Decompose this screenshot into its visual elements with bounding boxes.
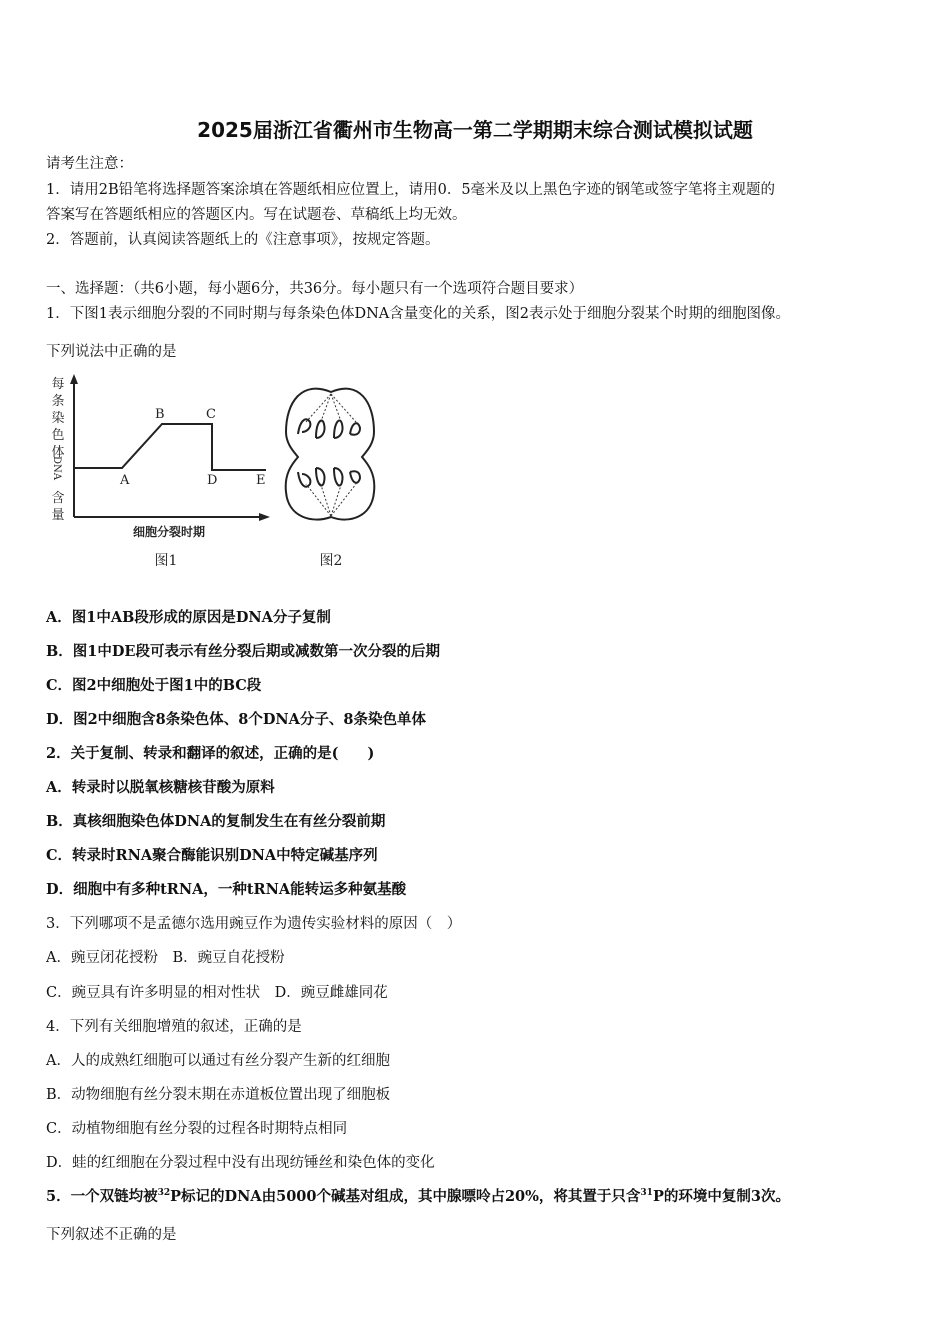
q4-option-b: B．动物细胞有丝分裂末期在赤道板位置出现了细胞板 [46, 1087, 391, 1103]
fig1-ylabel-char: 体 [51, 445, 65, 460]
fig2-spindle [306, 394, 356, 516]
q4-option-c: C．动植物细胞有丝分裂的过程各时期特点相同 [46, 1121, 348, 1137]
q4-option-d: D．蛙的红细胞在分裂过程中没有出现纺锤丝和染色体的变化 [46, 1155, 435, 1171]
q3-stem: 3．下列哪项不是孟德尔选用豌豆作为遗传实验材料的原因（ ） [46, 916, 462, 932]
notice-item-2: 2．答题前，认真阅读答题纸上的《注意事项》，按规定答题。 [46, 232, 440, 248]
q5-stem-line-2: 下列叙述不正确的是 [46, 1227, 177, 1243]
q2-option-d: D．细胞中有多种tRNA，一种tRNA能转运多种氨基酸 [46, 881, 407, 898]
q2-option-c: C．转录时RNA聚合酶能识别DNA中特定碱基序列 [46, 847, 378, 864]
fig1-dna-curve [74, 424, 266, 470]
q5-stem-part-b: P标记的DNA由5000个碱基对组成，其中腺嘌呤占20%，将其置于只含 [170, 1188, 641, 1205]
fig1-ylabel-char: 染 [51, 411, 65, 426]
fig1-ylabel-char: 含 [51, 491, 65, 506]
q5-isotope-31: 31 [640, 1188, 653, 1199]
fig1-ylabel-char: DNA [51, 456, 62, 480]
q1-figure [44, 372, 384, 577]
q1-stem-line-1: 1．下图1表示细胞分裂的不同时期与每条染色体DNA含量变化的关系，图2表示处于细胞分裂某个时期的细胞图像。 [46, 306, 790, 322]
q1-stem-line-2: 下列说法中正确的是 [46, 344, 177, 360]
fig1-ylabel-char: 条 [51, 394, 65, 409]
q3-options-line-2: C．豌豆具有许多明显的相对性状 D．豌豆雌雄同花 [46, 985, 388, 1001]
q2-option-b: B．真核细胞染色体DNA的复制发生在有丝分裂前期 [46, 813, 386, 830]
fig1-point-label: E [256, 473, 266, 488]
notice-heading: 请考生注意： [46, 156, 133, 172]
notice-item-1-line-1: 1．请用2B铅笔将选择题答案涂填在答题纸相应位置上，请用0．5毫米及以上黑色字迹的钢笔或签字笔将主观题的 [46, 182, 776, 198]
fig1-point-label: A [120, 473, 130, 488]
page-title: 2025届浙江省衢州市生物高一第二学期期末综合测试模拟试题 [197, 118, 753, 142]
fig1-point-label: D [207, 473, 218, 488]
fig2-cell [286, 389, 375, 520]
q5-isotope-32: 32 [157, 1188, 171, 1199]
fig2-caption: 图2 [319, 553, 343, 569]
fig1-ylabel-char: 色 [51, 428, 65, 443]
fig1-point-label: B [155, 407, 165, 422]
fig1-xlabel: 细胞分裂时期 [132, 525, 206, 539]
fig1-y-arrow [70, 374, 78, 384]
fig1-caption: 图1 [154, 553, 178, 569]
fig1-x-arrow [259, 513, 270, 521]
q5-stem-part-c: P的环境中复制3次。 [652, 1188, 790, 1205]
fig1-ylabel-char: 每 [51, 377, 65, 392]
notice-item-1-line-2: 答案写在答题纸相应的答题区内。写在试题卷、草稿纸上均无效。 [46, 207, 467, 223]
q2-stem: 2．关于复制、转录和翻译的叙述，正确的是( ) [46, 745, 375, 762]
fig2-chromosomes-lower [298, 468, 360, 487]
section-heading: 一、选择题：（共6小题，每小题6分，共36分。每小题只有一个选项符合题目要求） [46, 281, 584, 297]
q1-option-c: C．图2中细胞处于图1中的BC段 [46, 677, 262, 694]
fig1-ylabel-char: 量 [51, 508, 65, 523]
q5-stem-part-a: 5．一个双链均被 [46, 1188, 158, 1205]
q1-option-b: B．图1中DE段可表示有丝分裂后期或减数第一次分裂的后期 [46, 643, 440, 660]
fig2-chromosomes-upper [298, 419, 360, 438]
q4-option-a: A．人的成熟红细胞可以通过有丝分裂产生新的红细胞 [46, 1053, 390, 1069]
q5-stem-line-1 [46, 1185, 790, 1206]
q4-stem: 4．下列有关细胞增殖的叙述，正确的是 [46, 1019, 302, 1035]
q1-option-a: A．图1中AB段形成的原因是DNA分子复制 [46, 609, 331, 626]
q2-option-a: A．转录时以脱氧核糖核苷酸为原料 [46, 779, 275, 796]
q3-options-line-1: A．豌豆闭花授粉 B．豌豆自花授粉 [46, 950, 285, 966]
fig1-point-label: C [206, 407, 216, 422]
q1-option-d: D．图2中细胞含8条染色体、8个DNA分子、8条染色单体 [46, 711, 427, 728]
